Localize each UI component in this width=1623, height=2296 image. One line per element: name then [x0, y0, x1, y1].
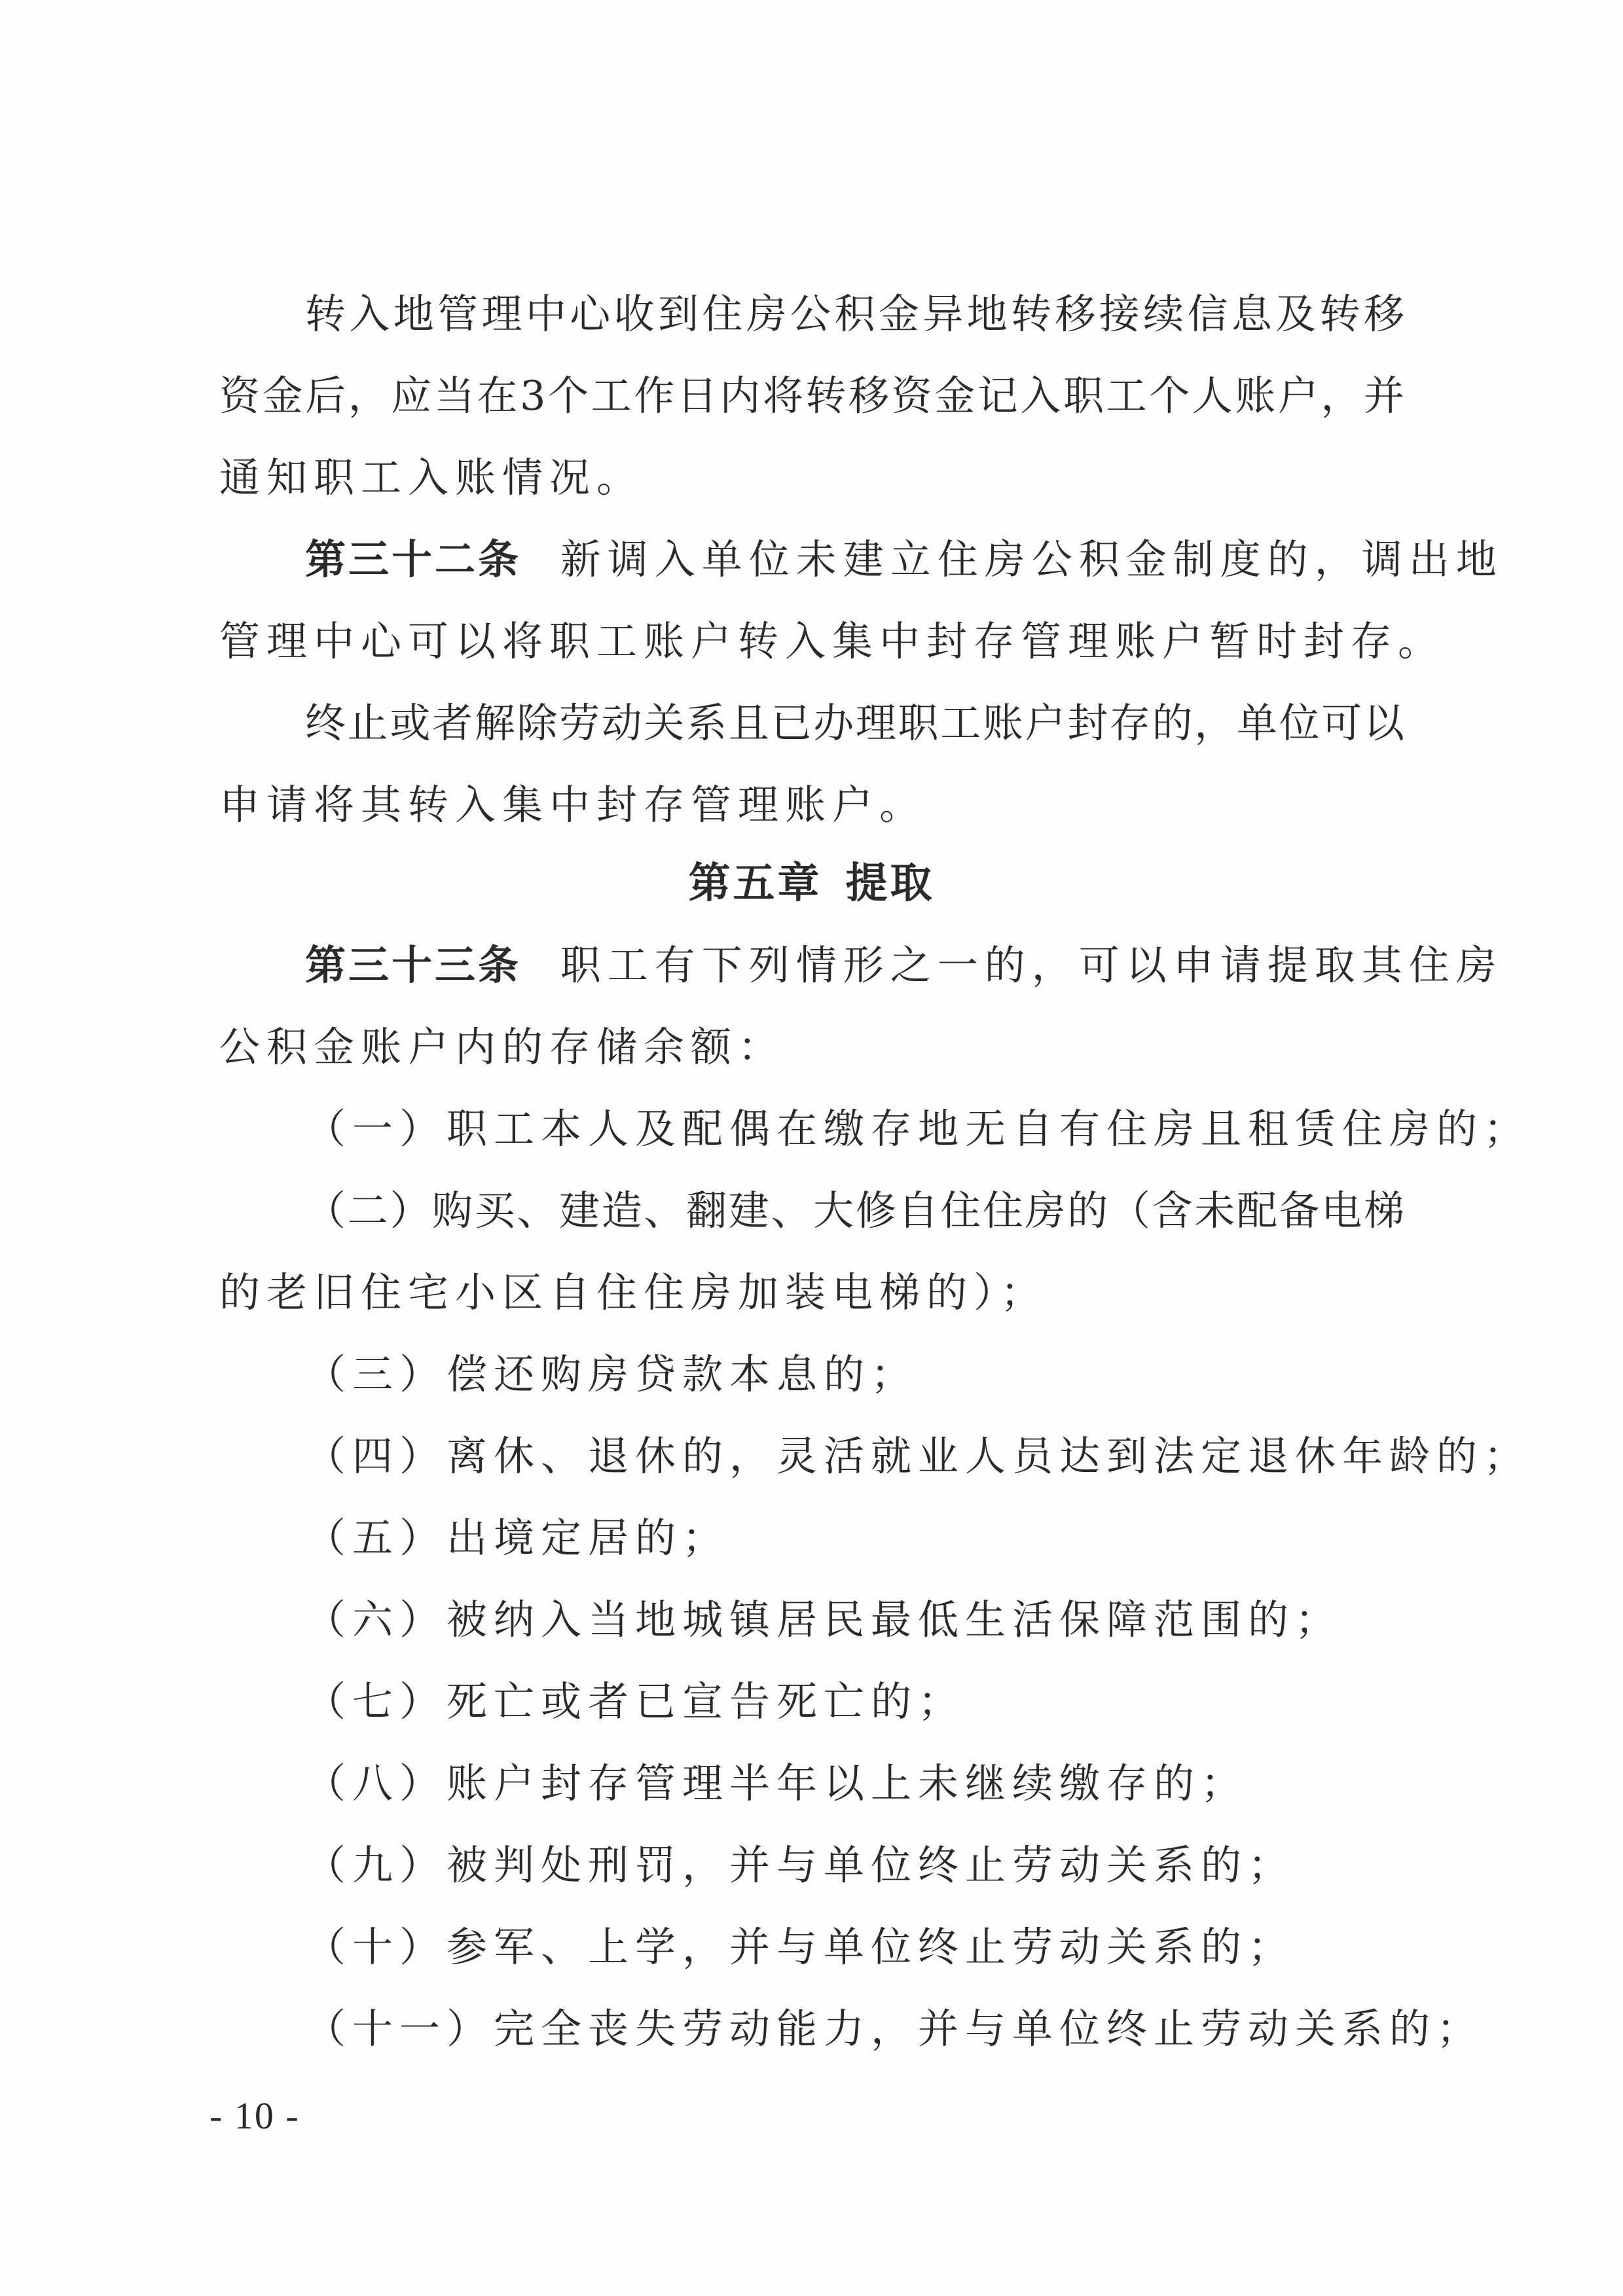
list-item: （九）被判处刑罚，并与单位终止劳动关系的；	[305, 1841, 1296, 1889]
list-item: （六）被纳入当地城镇居民最低生活保障范围的；	[305, 1596, 1343, 1643]
page-number: - 10 -	[210, 2094, 300, 2137]
list-item: （二）购买、建造、翻建、大修自住住房的（含未配备电梯	[305, 1187, 1404, 1234]
paragraph-line: 公积金账户内的存储余额：	[219, 1023, 786, 1071]
paragraph-line: 通知职工入账情况。	[219, 454, 644, 501]
list-item: （三）偿还购房贷款本息的；	[305, 1350, 919, 1398]
paragraph-line: 管理中心可以将职工账户转入集中封存管理账户暂时封存。	[219, 617, 1446, 665]
article-32-text: 新调入单位未建立住房公积金制度的，调出地	[560, 535, 1503, 583]
article-32-label: 第三十二条	[305, 535, 522, 583]
list-item: （五）出境定居的；	[305, 1514, 730, 1562]
paragraph-line: 资金后，应当在3个工作日内将转移资金记入职工个人账户，并	[219, 372, 1404, 420]
paragraph-line: 终止或者解除劳动关系且已办理职工账户封存的，单位可以	[305, 699, 1404, 747]
list-item: （四）离休、退休的，灵活就业人员达到法定退休年龄的；	[305, 1432, 1531, 1480]
article-33-label: 第三十三条	[305, 941, 522, 989]
list-item: （七）死亡或者已宣告死亡的；	[305, 1677, 966, 1725]
article-33-text: 职工有下列情形之一的，可以申请提取其住房	[560, 941, 1503, 989]
list-item-continuation: 的老旧住宅小区自住住房加装电梯的）；	[219, 1268, 1048, 1316]
paragraph-line: 转入地管理中心收到住房公积金异地转移接续信息及转移	[305, 290, 1404, 338]
article-33-line	[305, 939, 1503, 992]
list-item: （一）职工本人及配偶在缴存地无自有住房且租赁住房的；	[305, 1105, 1531, 1153]
chapter-title: 提取	[845, 859, 935, 908]
chapter-heading	[0, 857, 1623, 910]
article-32-line	[305, 533, 1503, 586]
chapter-number: 第五章	[688, 859, 822, 908]
list-item: （十）参军、上学，并与单位终止劳动关系的；	[305, 1923, 1296, 1971]
list-item: （十一）完全丧失劳动能力，并与单位终止劳动关系的；	[305, 2005, 1484, 2053]
paragraph-line: 申请将其转入集中封存管理账户。	[219, 781, 927, 829]
list-item: （八）账户封存管理半年以上未继续缴存的；	[305, 1759, 1249, 1807]
